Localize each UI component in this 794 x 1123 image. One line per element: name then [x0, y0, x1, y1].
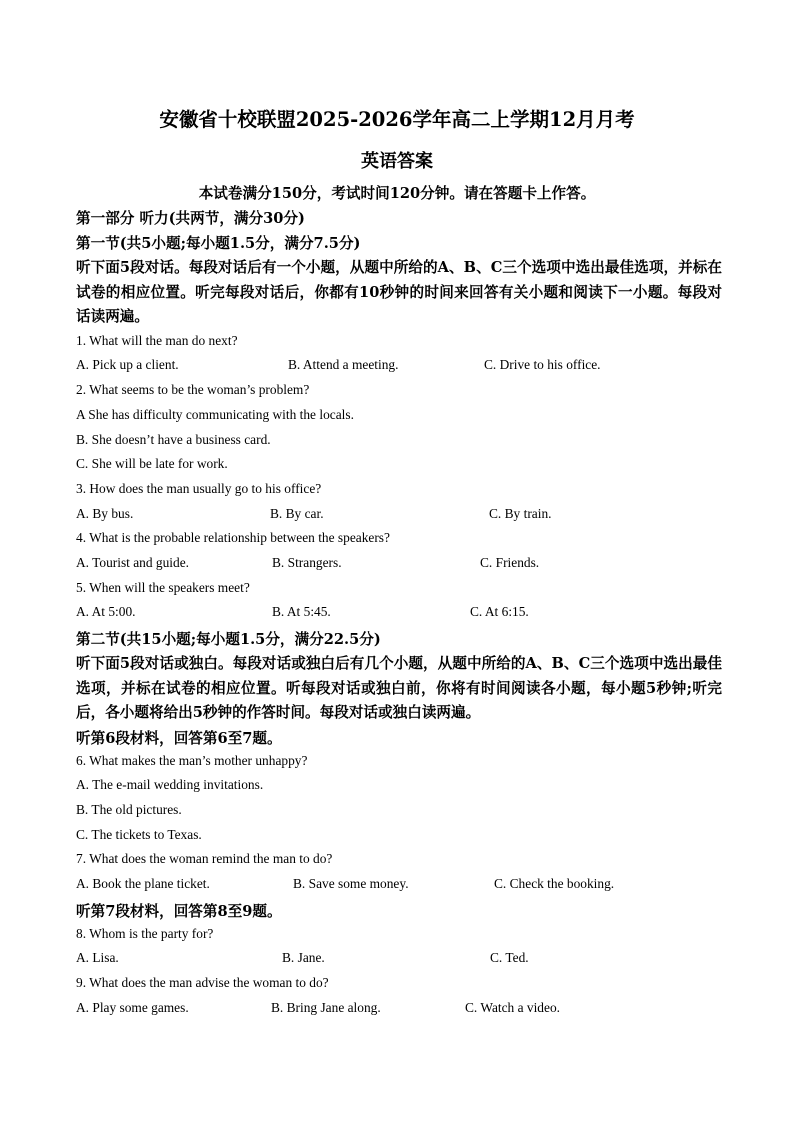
- q5-option-b: B. At 5:45.: [272, 604, 331, 619]
- q3-option-c: C. By train.: [489, 506, 552, 521]
- q9-option-c: C. Watch a video.: [465, 1000, 560, 1015]
- q7-option-b: B. Save some money.: [293, 876, 409, 891]
- q6-option-a: A. The e-mail wedding invitations.: [76, 777, 264, 792]
- question-5: 5. When will the speakers meet?: [76, 580, 250, 595]
- q5-option-c: C. At 6:15.: [470, 604, 529, 619]
- q2-option-a: A She has difficulty communicating with the locals.: [76, 407, 354, 422]
- section2-heading: 第二节(共15小题;每小题1.5分，满分22.5分): [76, 631, 381, 648]
- q1-option-b: B. Attend a meeting.: [288, 357, 399, 372]
- part1-heading: 第一部分 听力(共两节，满分30分): [76, 210, 305, 227]
- section2-instructions: 听下面5段对话或独白。每段对话或独白后有几个小题，从题中所给的A、B、C三个选项中选出最佳选项，并标在试卷的相应位置。听每段对话或独白前，你将有时间阅读各小题，每小题5秒钟;听完后，各小题将给出5秒钟的作答时间。每段对话或独白读两遍。: [76, 655, 722, 721]
- q4-option-a: A. Tourist and guide.: [76, 555, 189, 570]
- question-2: 2. What seems to be the woman’s problem?: [76, 382, 310, 397]
- question-8: 8. Whom is the party for?: [76, 926, 214, 941]
- q8-option-a: A. Lisa.: [76, 950, 119, 965]
- question-7: 7. What does the woman remind the man to do?: [76, 851, 333, 866]
- q9-option-a: A. Play some games.: [76, 1000, 189, 1015]
- q3-option-b: B. By car.: [270, 506, 324, 521]
- q8-option-b: B. Jane.: [282, 950, 325, 965]
- section1-heading: 第一节(共5小题;每小题1.5分，满分7.5分): [76, 235, 361, 252]
- material-6-heading: 听第6段材料，回答第6至7题。: [76, 730, 282, 747]
- q2-option-c: C. She will be late for work.: [76, 456, 228, 471]
- q9-option-b: B. Bring Jane along.: [271, 1000, 381, 1015]
- question-3: 3. How does the man usually go to his office?: [76, 481, 322, 496]
- q8-option-c: C. Ted.: [490, 950, 529, 965]
- q6-option-c: C. The tickets to Texas.: [76, 827, 202, 842]
- question-6: 6. What makes the man’s mother unhappy?: [76, 753, 308, 768]
- exam-intro: 本试卷满分150分，考试时间120分钟。请在答题卡上作答。: [198, 185, 596, 202]
- q4-option-c: C. Friends.: [480, 555, 540, 570]
- q7-option-a: A. Book the plane ticket.: [76, 876, 210, 891]
- question-4: 4. What is the probable relationship between the speakers?: [76, 530, 390, 545]
- question-9: 9. What does the man advise the woman to do?: [76, 975, 329, 990]
- q4-option-b: B. Strangers.: [272, 555, 342, 570]
- question-1: 1. What will the man do next?: [76, 333, 238, 348]
- document-subtitle: 英语答案: [361, 151, 433, 172]
- section1-instructions: 听下面5段对话。每段对话后有一个小题，从题中所给的A、B、C三个选项中选出最佳选项，并标在试卷的相应位置。听完每段对话后，你都有10秒钟的时间来回答有关小题和阅读下一小题。每段对话读两遍。: [76, 259, 722, 325]
- q6-option-b: B. The old pictures.: [76, 802, 182, 817]
- q7-option-c: C. Check the booking.: [494, 876, 615, 891]
- material-7-heading: 听第7段材料，回答第8至9题。: [76, 903, 282, 920]
- q5-option-a: A. At 5:00.: [76, 604, 136, 619]
- q1-option-a: A. Pick up a client.: [76, 357, 179, 372]
- q1-option-c: C. Drive to his office.: [484, 357, 601, 372]
- q2-option-b: B. She doesn’t have a business card.: [76, 432, 271, 447]
- document-title: 安徽省十校联盟2025-2026学年高二上学期12月月考: [159, 108, 635, 131]
- q3-option-a: A. By bus.: [76, 506, 134, 521]
